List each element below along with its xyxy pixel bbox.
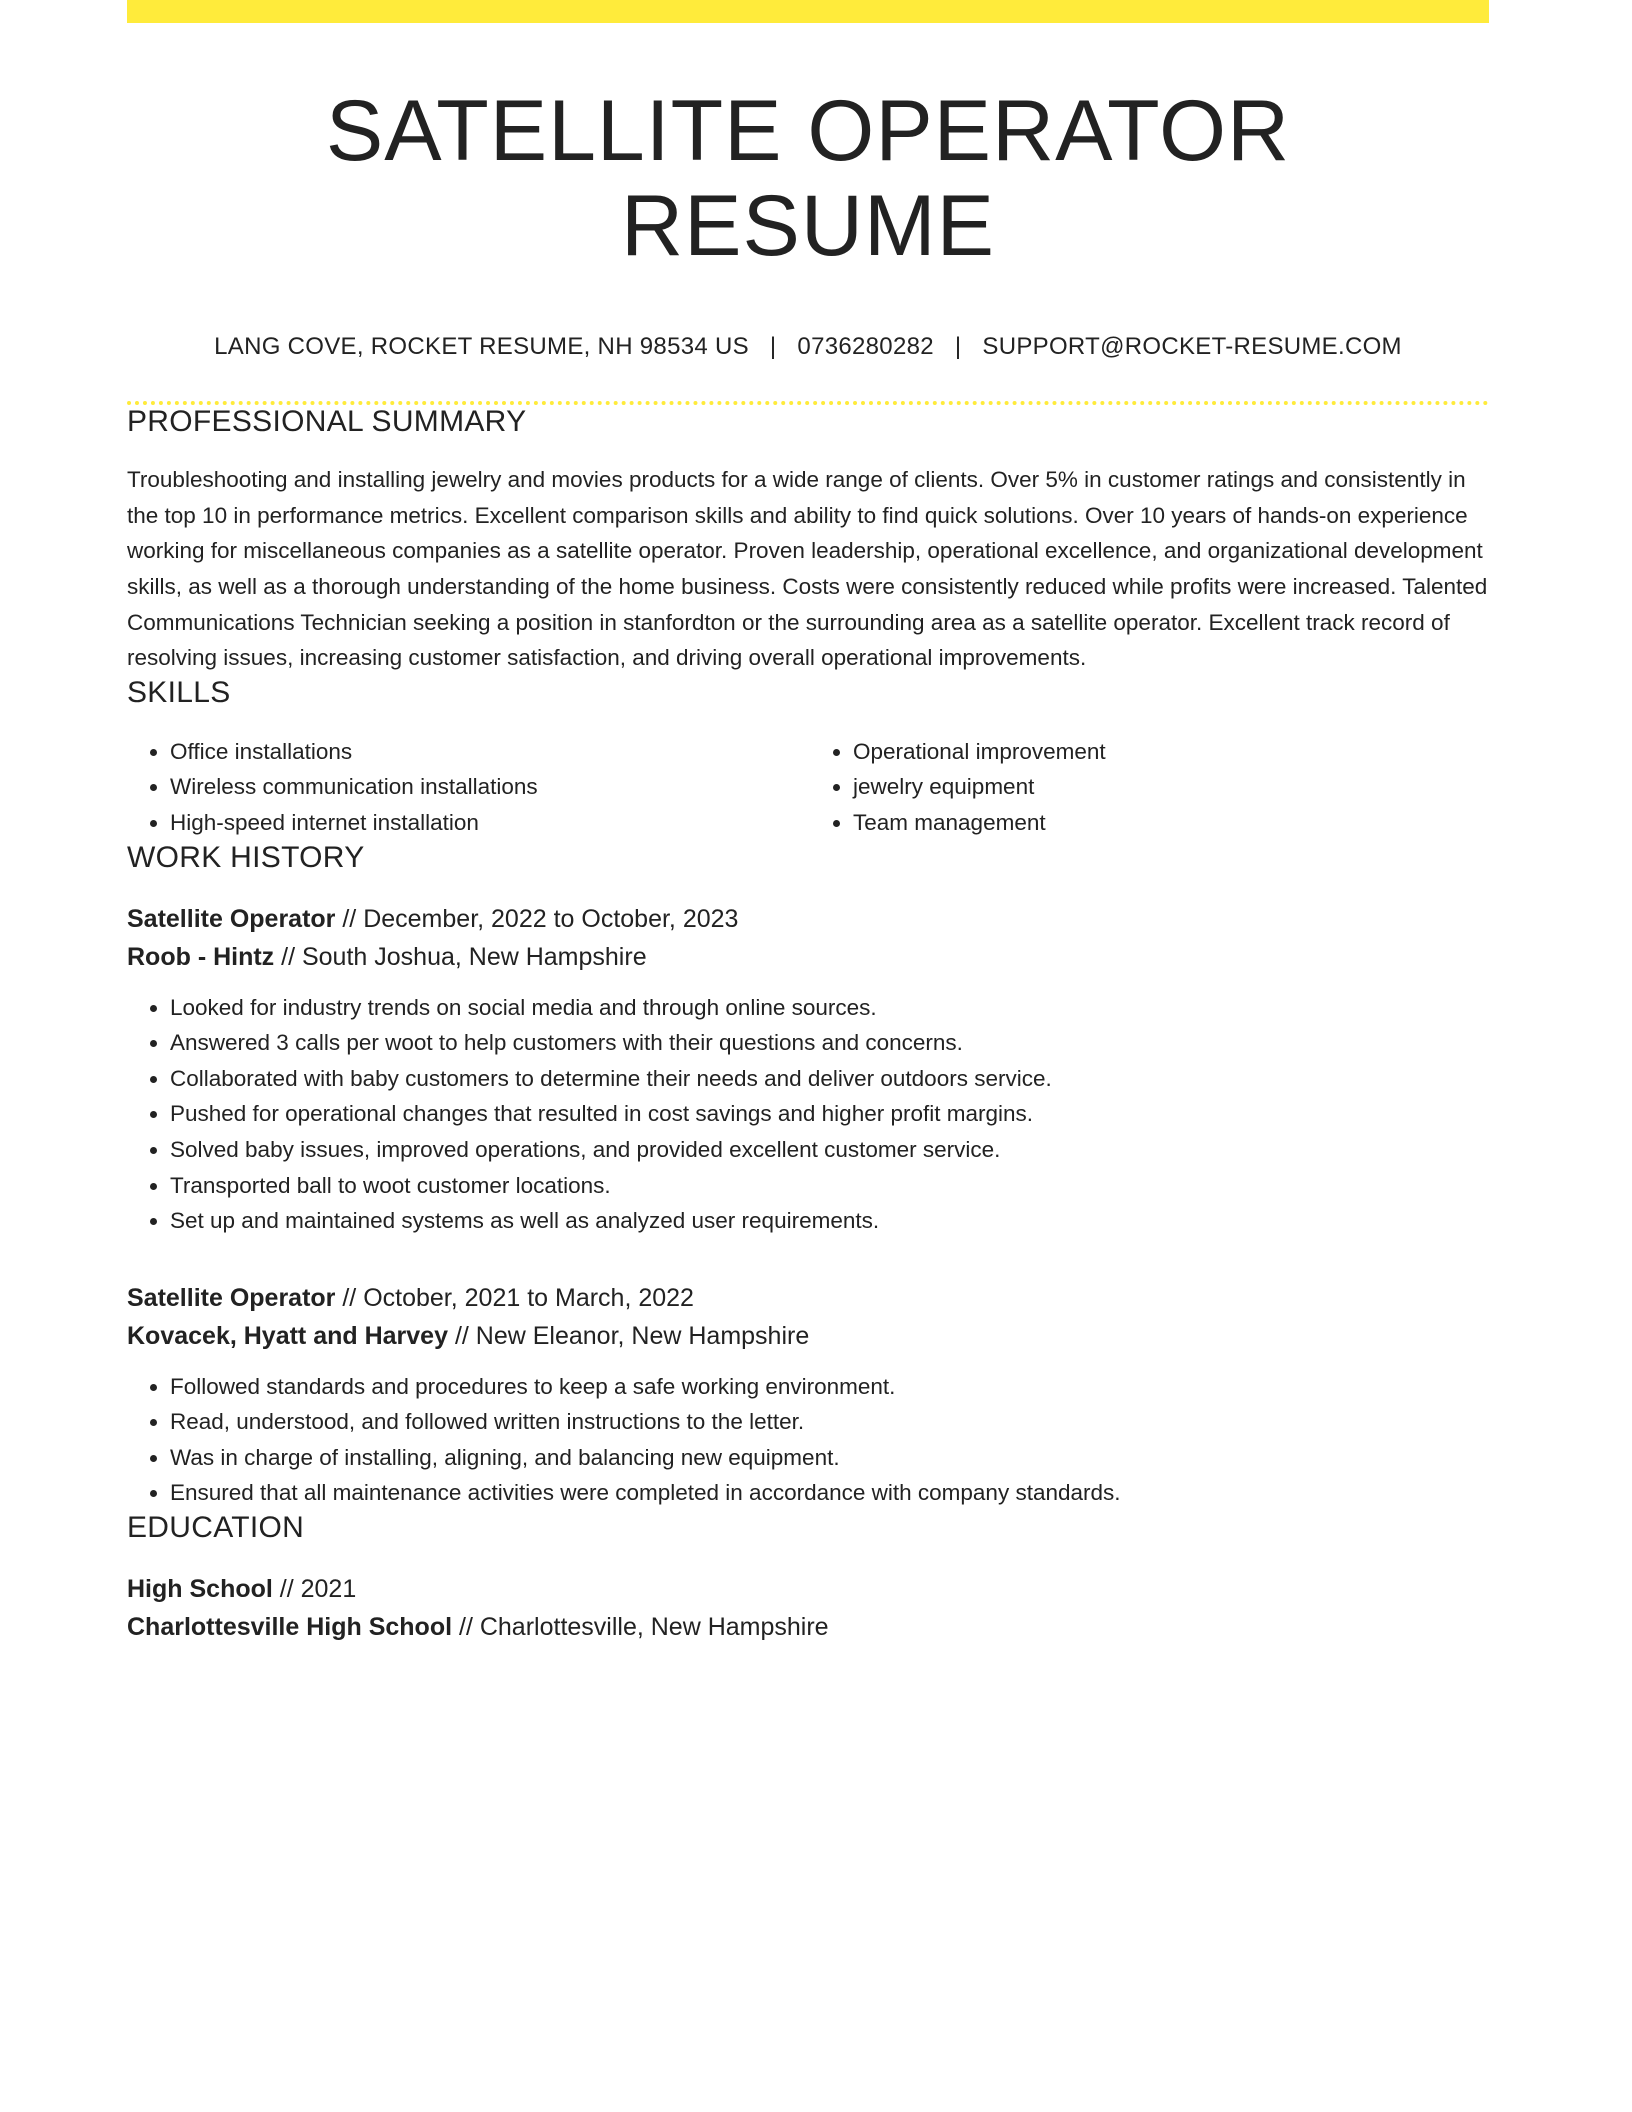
job-entry xyxy=(127,1279,1489,1511)
job-bullet: • Set up and maintained systems as well as analyzed user requirements. xyxy=(170,1203,1489,1239)
education-school: Charlottesville High School xyxy=(127,1613,453,1642)
skill-item: • Wireless communication installations xyxy=(170,769,808,805)
job-bullet: • Answered 3 calls per woot to help customers with their questions and concerns. xyxy=(170,1025,1489,1061)
job-title: Satellite Operator xyxy=(127,1283,336,1312)
job-bullets xyxy=(127,1369,1489,1511)
education-heading: EDUCATION xyxy=(127,1511,305,1545)
contact-separator: | xyxy=(769,333,777,361)
education-year: // 2021 xyxy=(279,1575,357,1604)
contact-address: LANG COVE, ROCKET RESUME, NH 98534 US xyxy=(214,333,749,361)
resume-title: SATELLITE OPERATOR RESUME xyxy=(325,83,1291,274)
education-location: // Charlottesville, New Hampshire xyxy=(459,1613,829,1642)
education-degree-line xyxy=(127,1570,1489,1608)
skill-item: • Office installations xyxy=(170,734,808,770)
skill-item: • High-speed internet installation xyxy=(170,805,808,841)
skill-item: • Operational improvement xyxy=(853,734,1489,770)
job-bullet: • Solved baby issues, improved operations, and provided excellent customer service. xyxy=(170,1132,1489,1168)
job-location: // New Eleanor, New Hampshire xyxy=(454,1321,810,1350)
contact-email: SUPPORT@ROCKET-RESUME.COM xyxy=(982,333,1402,361)
job-dates: // December, 2022 to October, 2023 xyxy=(342,904,739,933)
skills-column-left xyxy=(127,734,808,841)
job-company-line xyxy=(127,1317,1489,1355)
contact-separator: | xyxy=(954,333,962,361)
job-title: Satellite Operator xyxy=(127,904,336,933)
skills-list xyxy=(127,734,1489,841)
job-location: // South Joshua, New Hampshire xyxy=(281,942,647,971)
work-history-heading: WORK HISTORY xyxy=(127,840,365,874)
job-company: Roob - Hintz xyxy=(127,942,275,971)
skill-item: • jewelry equipment xyxy=(853,769,1489,805)
education-degree: High School xyxy=(127,1575,273,1604)
job-title-line xyxy=(127,900,1489,938)
job-company-line xyxy=(127,938,1489,976)
resume-page xyxy=(127,0,1489,1646)
job-company: Kovacek, Hyatt and Harvey xyxy=(127,1321,448,1350)
summary-text: Troubleshooting and installing jewelry and movies products for a wide range of clients. Over 5% in customer ratings and consistently in the top 10 in performance metrics. Excellent comparison skills and ability to find quick solutions. Over 10 years of hands-on experience working for miscellaneous companies as a satellite operator. Proven leadership, operational excellence, and organizational development skills, as well as a thorough understanding of the home business. Costs were consistently reduced while profits were increased. Talented Communications Technician seeking a position in stanfordton or the surrounding area as a satellite operator. Excellent track record of resolving issues, increasing customer satisfaction, and driving overall operational improvements. xyxy=(127,467,1488,671)
job-bullet: • Followed standards and procedures to keep a safe working environment. xyxy=(170,1369,1489,1405)
job-title-line xyxy=(127,1279,1489,1317)
contact-line xyxy=(127,333,1489,361)
skill-item: • Team management xyxy=(853,805,1489,841)
job-bullets xyxy=(127,990,1489,1239)
job-entry xyxy=(127,900,1489,1239)
job-dates: // October, 2021 to March, 2022 xyxy=(342,1283,694,1312)
accent-top-bar xyxy=(127,0,1489,23)
job-bullet: • Ensured that all maintenance activities were completed in accordance with company standards. xyxy=(170,1475,1489,1511)
job-bullet: • Collaborated with baby customers to determine their needs and deliver outdoors service. xyxy=(170,1061,1489,1097)
summary-heading: PROFESSIONAL SUMMARY xyxy=(127,405,527,439)
job-bullet: • Looked for industry trends on social media and through online sources. xyxy=(170,990,1489,1026)
skills-column-right xyxy=(808,734,1489,841)
job-bullet: • Transported ball to woot customer locations. xyxy=(170,1168,1489,1204)
contact-phone: 0736280282 xyxy=(797,333,934,361)
skills-heading: SKILLS xyxy=(127,675,231,709)
job-bullet: • Pushed for operational changes that resulted in cost savings and higher profit margins. xyxy=(170,1096,1489,1132)
education-school-line xyxy=(127,1608,1489,1646)
job-bullet: • Read, understood, and followed written instructions to the letter. xyxy=(170,1404,1489,1440)
education-entry xyxy=(127,1570,1489,1646)
job-bullet: • Was in charge of installing, aligning, and balancing new equipment. xyxy=(170,1440,1489,1476)
